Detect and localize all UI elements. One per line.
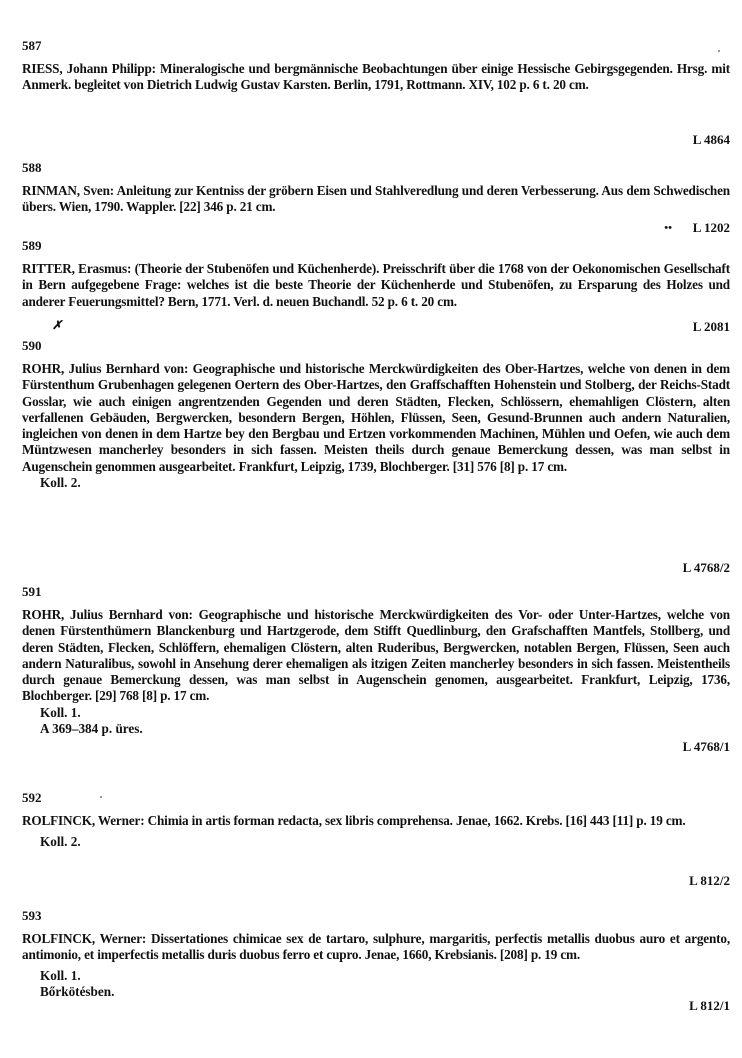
catalog-entry-588: [22, 160, 730, 238]
catalog-entry-587: [22, 38, 730, 160]
entry-description: ROHR, Julius Bernhard von: Geographische und historische Merckwürdigkeiten des Ober-Hartzes, welche von denen in dem Fürstenthum Grubenhagen gelegenen Oertern des Ober-Hartzes, den Graffschafften Hohenstein und Stolberg, der Reichs-Stadt Gosslar, wie auch einigen angrentzenden Gegenden und deren Städten, Flecken, Schlössern, ehemahligen Clöstern, alten verfallenen Gebäuden, Bergwercken, besondern Bergen, Höhlen, Flüssen, Seen, Gesund-Brunnen auch andern Naturalien, ingleichen von denen in dem Hartze bey den Bergbau und Ertzen vorkommenden Machinen, Mühlen und Oefen, wie auch dem Müntzwesen mancherley besonders in sich fassen. Meisten theils durch genaue Bemerckung dessen, was man selbst in Augenschein genommen ausgearbeitet. Frankfurt, Leipzig, 1739, Blochberger. [31] 576 [8] p. 17 cm.: [22, 361, 730, 474]
call-number: L 1202: [692, 220, 730, 235]
scan-speck: [718, 50, 720, 52]
entry-number: 593: [22, 908, 42, 923]
catalog-entry-589: [22, 238, 730, 338]
call-number: L 2081: [692, 319, 730, 334]
entry-number: 591: [22, 584, 42, 599]
entry-note: Koll. 2.: [40, 475, 81, 491]
call-number: L 4768/1: [682, 739, 730, 754]
entry-number: 589: [22, 238, 42, 253]
call-number-row: [22, 220, 730, 236]
entry-number: 590: [22, 338, 42, 353]
call-number-row: [22, 319, 730, 335]
scan-speck: [100, 796, 102, 798]
call-number: L 812/2: [689, 873, 730, 888]
entry-description: RINMAN, Sven: Anleitung zur Kentniss der gröbern Eisen und Stahlveredlung und deren Verbesserung. Aus dem Schwedischen übers. Wien, 1790. Wappler. [22] 346 p. 21 cm.: [22, 183, 730, 215]
entry-note: Koll. 2.: [40, 834, 81, 850]
call-number-row: [22, 560, 730, 576]
handwritten-mark: ••: [664, 222, 672, 234]
handwritten-scribble: ✗: [52, 318, 63, 332]
call-number: L 4768/2: [682, 560, 730, 575]
entry-description: RIESS, Johann Philipp: Mineralogische und bergmännische Beobachtungen über einige Hessische Gebirgsgegenden. Hrsg. mit Anmerk. begleitet von Dietrich Ludwig Gustav Karsten. Berlin, 1791, Rottmann. XIV, 102 p. 6 t. 20 cm.: [22, 61, 730, 93]
entry-number: 588: [22, 160, 42, 175]
catalog-entry-592: [22, 790, 730, 908]
entry-description: ROLFINCK, Werner: Dissertationes chimicae sex de tartaro, sulphure, margaritis, perfectis metallis duobus auro et argento, antimonio, et imperfectis metallis duris duobus ferro et cupro. Jenae, 1660, Krebsianis. [208] p. 19 cm.: [22, 931, 730, 963]
call-number: L 4864: [692, 132, 730, 147]
entry-note: Koll. 1.: [40, 967, 81, 983]
call-number-row: [22, 998, 730, 1014]
entry-description: RITTER, Erasmus: (Theorie der Stubenöfen und Küchenherde). Preisschrift über die 1768 von der Oekonomischen Gesellschaft in Bern aufgegebene Frage: welches ist die beste Theorie der Küchenherde und Stubenöfen, zu Ersparung des Holzes und anderer Feuerungsmittel? Bern, 1771. Verl. d. neuen Buchandl. 52 p. 6 t. 20 cm.: [22, 261, 730, 309]
call-number: L 812/1: [689, 998, 730, 1013]
entry-description: ROHR, Julius Bernhard von: Geographische und historische Merckwürdigkeiten des Vor- oder Unter-Hartzes, welche von denen Fürstenthümern Blanckenburg und Hartzgerode, dem Stifft Quedlinburg, den Grafschafften Mantfels, Stollberg, und deren Städten, Flecken, Schlöffern, ehemaligen Clöstern, alten Ruderibus, Bergwercken, notablen Bergen, Flüssen, Seen auch andern Naturalibus, sowohl in Ansehung derer ehemaligen als itzigen Zeiten mancherley besonders in sich fassen. Meistentheils durch genaue Bemerckung dessen, was man selbst in Augenschein genomen, ausgearbeitet. Frankfurt, Leipzig, 1736, Blochberger. [29] 768 [8] p. 17 cm.: [22, 607, 730, 704]
catalog-entry-591: [22, 584, 730, 790]
call-number-row: [22, 739, 730, 755]
call-number-row: [22, 132, 730, 148]
catalog-entry-593: [22, 908, 730, 1018]
call-number-row: [22, 873, 730, 889]
catalog-entry-590: [22, 338, 730, 584]
entry-description: ROLFINCK, Werner: Chimia in artis forman redacta, sex libris comprehensa. Jenae, 1662. Krebs. [16] 443 [11] p. 19 cm.: [22, 813, 686, 828]
entry-number: 587: [22, 38, 42, 53]
entry-number: 592: [22, 790, 42, 805]
entry-note: Bőrkötésben.: [40, 983, 115, 999]
entry-note: A 369–384 p. üres.: [40, 721, 143, 737]
entry-note: Koll. 1.: [40, 704, 81, 720]
catalog-page: [22, 38, 730, 1018]
